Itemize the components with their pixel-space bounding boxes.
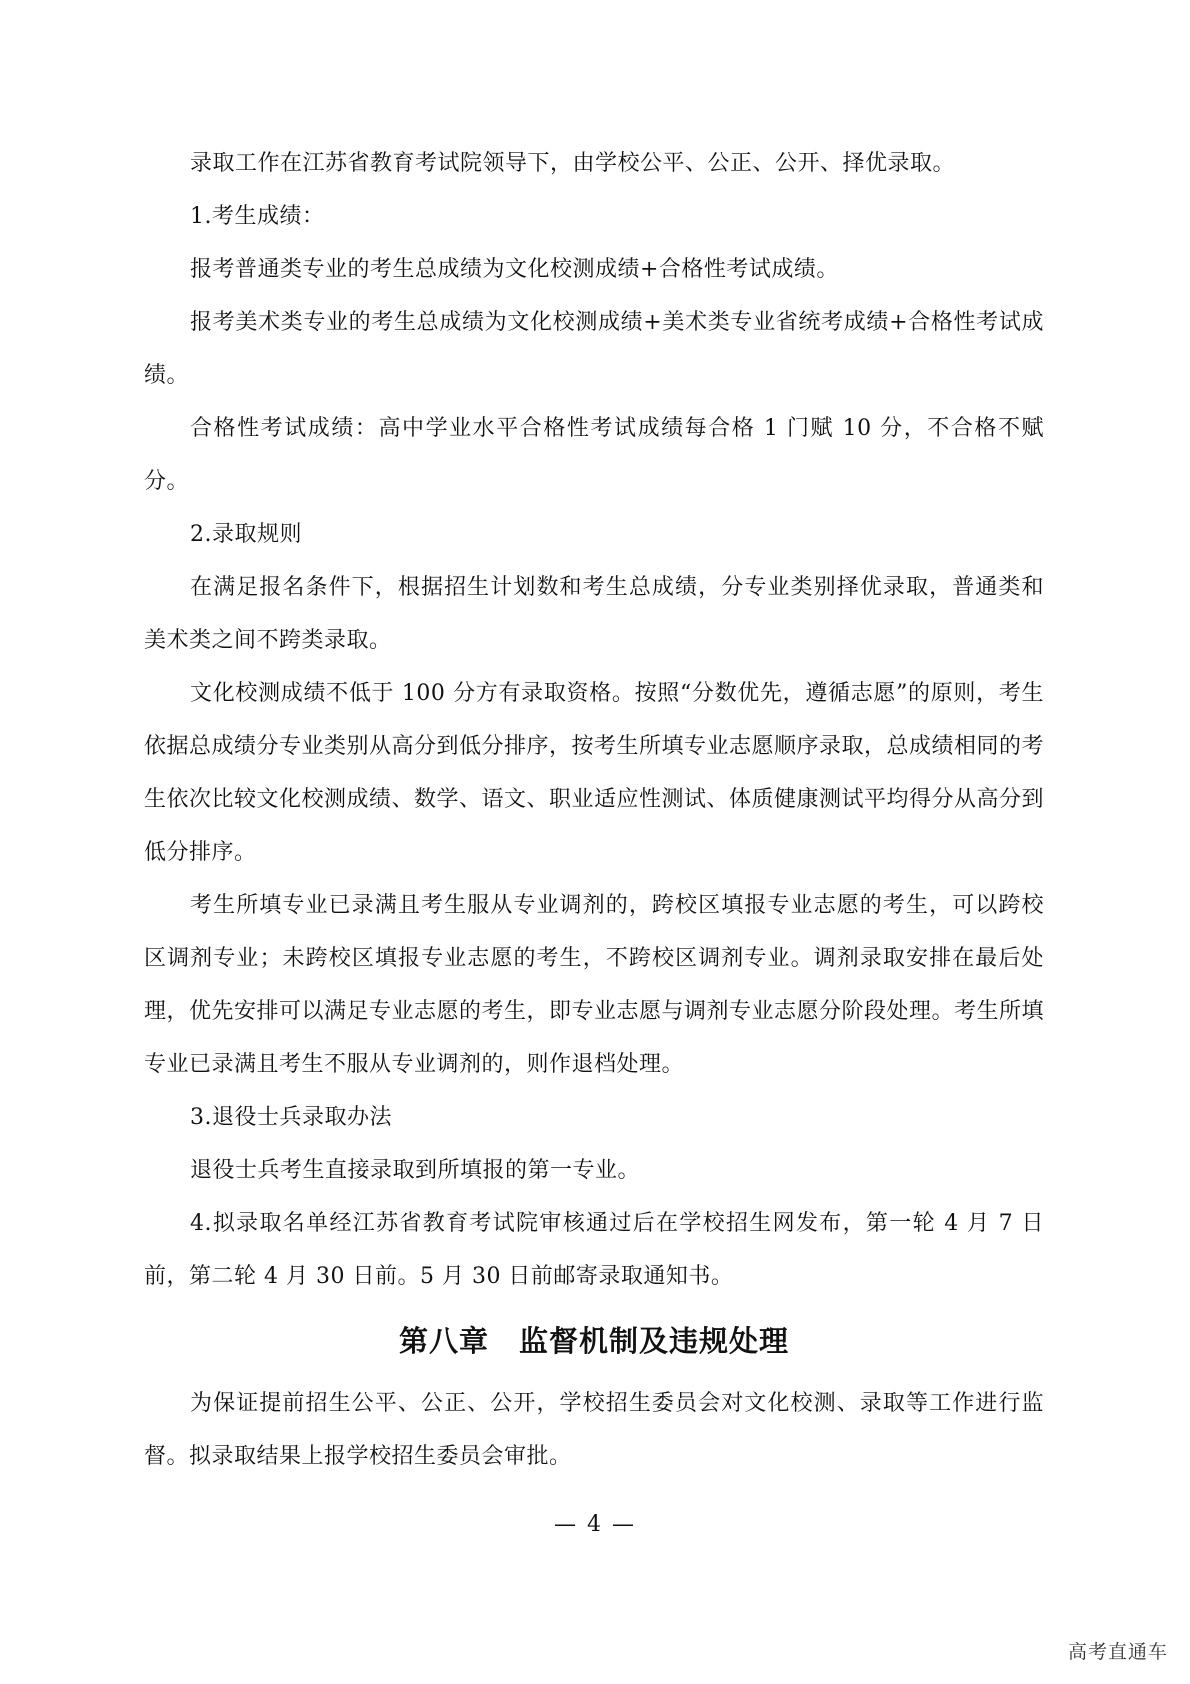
- heading-admission-rules: 2.录取规则: [190, 522, 302, 547]
- paragraph-admission-category: 在满足报名条件下，根据招生计划数和考生总成绩，分专业类别择优录取，普通类和美术类之间不跨类录取。: [144, 575, 1044, 653]
- paragraph-adjustment: 考生所填专业已录满且考生服从专业调剂的，跨校区填报专业志愿的考生，可以跨校区调剂专业；未跨校区填报专业志愿的考生，不跨校区调剂专业。调剂录取安排在最后处理，优先安排可以满足专业志愿的考生，即专业志愿与调剂专业志愿分阶段处理。考生所填专业已录满且考生不服从专业调剂的，则作退档处理。: [144, 893, 1045, 1077]
- heading-candidate-scores: 1.考生成绩：: [190, 204, 325, 229]
- paragraph-art-score: 报考美术类专业的考生总成绩为文化校测成绩+美术类专业省统考成绩+合格性考试成绩。: [144, 310, 1044, 388]
- watermark: 高考直通车: [1067, 1641, 1168, 1663]
- paragraph-veteran: 退役士兵考生直接录取到所填报的第一专业。: [190, 1158, 641, 1183]
- paragraph-general-score: 报考普通类专业的考生总成绩为文化校测成绩+合格性考试成绩。: [190, 257, 839, 282]
- paragraph-score-ranking: 文化校测成绩不低于 100 分方有录取资格。按照“分数优先，遵循志愿”的原则，考生依据总成绩分专业类别从高分到低分排序，按考生所填专业志愿顺序录取，总成绩相同的考生依次比较文化校测成绩、数学、语文、职业适应性测试、体质健康测试平均得分从高分到低分排序。: [144, 681, 1045, 865]
- chapter-title: 第八章 监督机制及违规处理: [398, 1324, 789, 1358]
- heading-veteran-admission: 3.退役士兵录取办法: [190, 1105, 392, 1130]
- paragraph-publication-schedule: 4.拟录取名单经江苏省教育考试院审核通过后在学校招生网发布，第一轮 4 月 7 日前，第二轮 4 月 30 日前。5 月 30 日前邮寄录取通知书。: [144, 1211, 1044, 1289]
- page-body: [144, 137, 1044, 1483]
- page-number: — 4 —: [554, 1512, 636, 1537]
- paragraph-qualification-score: 合格性考试成绩：高中学业水平合格性考试成绩每合格 1 门赋 10 分，不合格不赋分。: [144, 416, 1044, 494]
- paragraph-admission-intro: 录取工作在江苏省教育考试院领导下，由学校公平、公正、公开、择优录取。: [190, 151, 956, 176]
- paragraph-supervision: 为保证提前招生公平、公正、公开，学校招生委员会对文化校测、录取等工作进行监督。拟录取结果上报学校招生委员会审批。: [144, 1391, 1044, 1469]
